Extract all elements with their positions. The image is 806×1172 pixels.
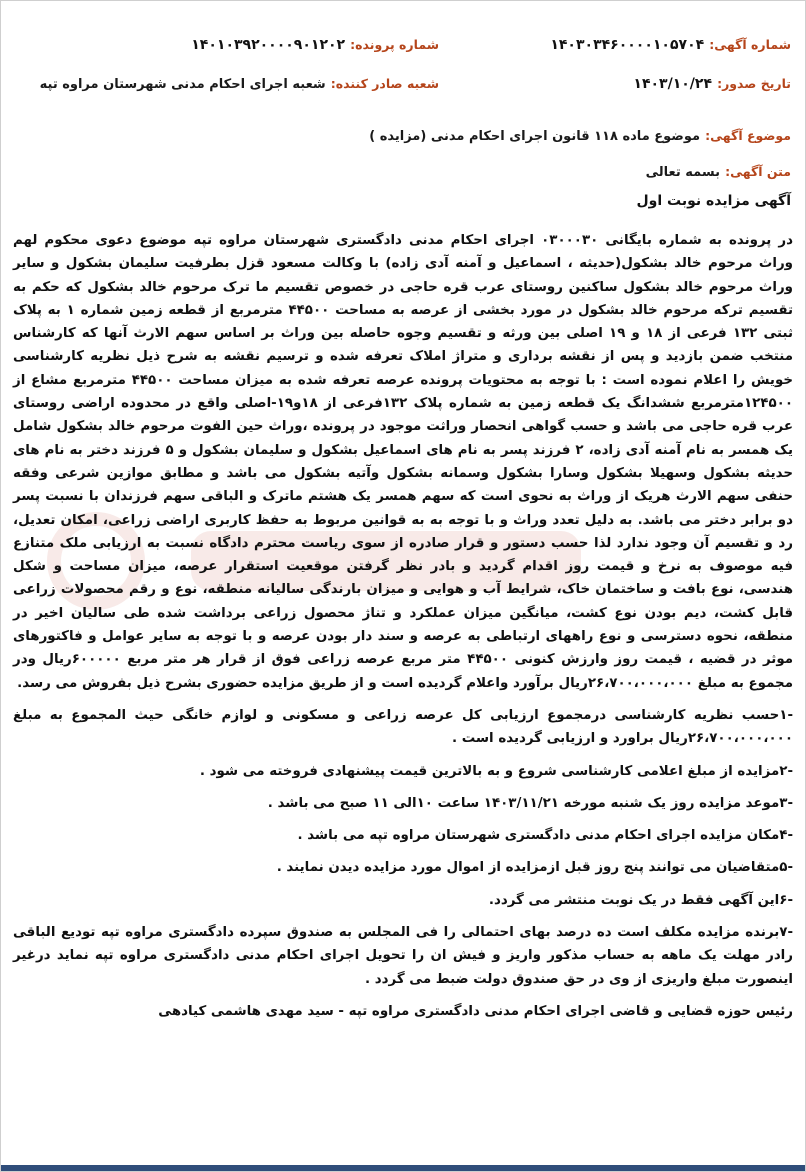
signature: رئیس حوزه قضایی و قاضی اجرای احکام مدنی دادگستری مراوه تپه - سید مهدی هاشمی کیادهی [158, 1003, 793, 1019]
issuer: شعبه اجرای احکام مدنی شهرستان مراوه تپه [39, 77, 326, 92]
issue-date-label: تاریخ صدور: [717, 76, 791, 91]
item-3: -۳موعد مزایده روز یک شنبه مورخه ۱۴۰۳/۱۱/۲۱ ساعت ۱۰الی ۱۱ صبح می باشد . [267, 795, 793, 811]
case-number: ۱۴۰۱۰۳۹۲۰۰۰۰۹۰۱۲۰۲ [191, 37, 346, 53]
issuer-label: شعبه صادر کننده: [330, 76, 439, 91]
item-5: -۵متقاضیان می توانند پنج روز قبل ازمزایده از اموال مورد مزایده دیدن نمایند . [276, 860, 793, 876]
ad-number: ۱۴۰۳۰۳۴۶۰۰۰۰۱۰۵۷۰۴ [550, 37, 705, 53]
ad-number-label: شماره آگهی: [709, 37, 791, 52]
ad-text-label: متن آگهی: [725, 164, 791, 179]
item-1: -۱حسب نظریه کارشناسی درمجموع ارزیابی کل عرصه زراعی و مسکونی و لوازم خانگی حیث المجموع به مبلغ ۲۶،۷۰۰،۰۰۰،۰۰۰ریال براورد و ارزیابی گردیده است . [13, 707, 793, 747]
ad-text-value: بسمه تعالی [645, 165, 720, 180]
case-number-row [191, 34, 439, 53]
item-2: -۲مزایده از مبلغ اعلامی کارشناسی شروع و به بالاترین قیمت پیشنهادی فروخته می شود . [199, 763, 793, 779]
notice-title: آگهی مزایده نوبت اول [636, 193, 791, 209]
issue-date-row [633, 73, 791, 92]
notice-body [13, 229, 793, 1023]
main-paragraph: در پرونده به شماره بایگانی ۰۳۰۰۰۳۰ اجرای احکام مدنی دادگستری شهرستان مراوه تپه موضوع دعوی محکوم لهم وراث مرحوم خالد بشکول(حدیثه ، اسماعیل و آمنه آدی زاده) با وکالت مسعود قزل بطرفیت سلیمان بشکول و سایر وراث مرحوم خالد بشکول ساکنین روستای عرب قره حاجی در خصوص تقسیم ما ترک مرحوم خالد بشکول که حکم به تقسیم ترکه مرحوم خالد بشکول در مورد بخشی از عرصه به مساحت ۴۴۵۰۰ مترمربع از قطعه زمین شماره ۱ به پلاک ثبتی ۱۳۲ فرعی از ۱۸ و ۱۹ اصلی بین ورثه و تقسیم وجوه حاصله بین وراث بر اساس سهم الارث آنها که کارشناس منتخب ضمن بازدید و پس از نقشه برداری و متراژ املاک تعرفه شده و ترسیم نقشه به شرح ذیل نظریه کارشناسی خویش را اعلام نموده است : با توجه به محتویات پرونده عرصه تعرفه شده به میزان مساحت ۴۴۵۰۰ مترمربع مشاع از ۱۲۴۵۰۰مترمربع ششدانگ یک قطعه زمین به شماره پلاک ۱۳۲فرعی از ۱۸و۱۹-اصلی واقع در محدوده اراضی روستای عرب قره حاجی می باشد و حسب گواهی انحصار وراثت موجود در پرونده ،وراث حین الفوت مرحوم خالد بشکول شامل یک همسر به نام آمنه آدی زاده، ۲ فرزند پسر به نام های اسماعیل بشکول و سلیمان بشکول و ۵ فرزند دختر به نام های حدیثه بشکول وسهیلا بشکول وسارا بشکول وسمانه بشکول وآتیه بشکول می باشد و مطابق موازین شرعی وفقه حنفی سهم الارث هریک از وراث به نحوی است که سهم همسر یک هشتم ماترک و الباقی سهم فرزندان با نسبت پسر دو برابر دختر می باشد. به دلیل تعدد وراث و با توجه به به قوانین مربوط به حفظ کاربری اراضی زراعی، امکان تعدیل، رد و تقسیم آن وجود ندارد لذا حسب دستور و قرار صادره از سوی ریاست محترم دادگاه نسبت به ارزیابی ملک متنازع فیه موصوف به نرخ و قیمت روز اقدام گردید و بادر نظر گرفتن موقعیت استقرار عرصه، میزان مساحت و شکل هندسی، نوع بافت و ساختمان خاک، شرایط آب و هوایی و میزان بارندگی سالیانه منطقه، نوع و رقم محصولات زراعی قابل کشت، دیم بودن نوع کشت، میانگین میزان عملکرد و تناژ محصول زراعی برداشت شده طی سالیان اخیر در منطقه، نحوه دسترسی و نوع راههای ارتباطی به عرصه و سند دار بودن عرصه و با توجه به سایر عوامل و فاکتورهای موثر در قضیه ، قیمت روز وارزش کنونی ۴۴۵۰۰ متر مربع عرصه زراعی فوق از قرار هر متر مربع ۶۰۰۰۰۰ریال ودر مجموع به مبلغ ۲۶،۷۰۰،۰۰۰،۰۰۰ریال برآورد واعلام گردیده است و از طریق مزایده حضوری بشرح ذیل بفروش می رسد. [13, 233, 794, 691]
issue-date: ۱۴۰۳/۱۰/۲۴ [633, 76, 712, 92]
bottom-bar [1, 1165, 805, 1171]
subject-value: موضوع ماده ۱۱۸ قانون اجرای احکام مدنی (مزایده ) [369, 129, 701, 144]
ad-text-row [646, 161, 791, 180]
item-4: -۴مکان مزایده اجرای احکام مدنی دادگستری شهرستان مراوه تپه می باشد . [297, 828, 793, 844]
item-6: -۶این آگهی فقط در یک نوبت منتشر می گردد. [488, 892, 793, 908]
subject-row [369, 125, 791, 144]
ad-number-row [550, 34, 791, 53]
issuer-row [40, 73, 439, 92]
item-7: -۷برنده مزایده مکلف است ده درصد بهای احتمالی را فی المجلس به صندوق سپرده دادگستری مراوه تپه تودیع الباقی رادر مهلت یک ماهه به حساب مذکور واریز و فیش ان را تحویل اجرای احکام مدنی دادگستری مراوه تپه نماید درغیر اینصورت مبلغ واریزی از وی در حق صندوق دولت ضبط می گردد . [13, 925, 793, 987]
case-number-label: شماره پرونده: [350, 37, 439, 52]
subject-label: موضوع آگهی: [705, 128, 791, 143]
